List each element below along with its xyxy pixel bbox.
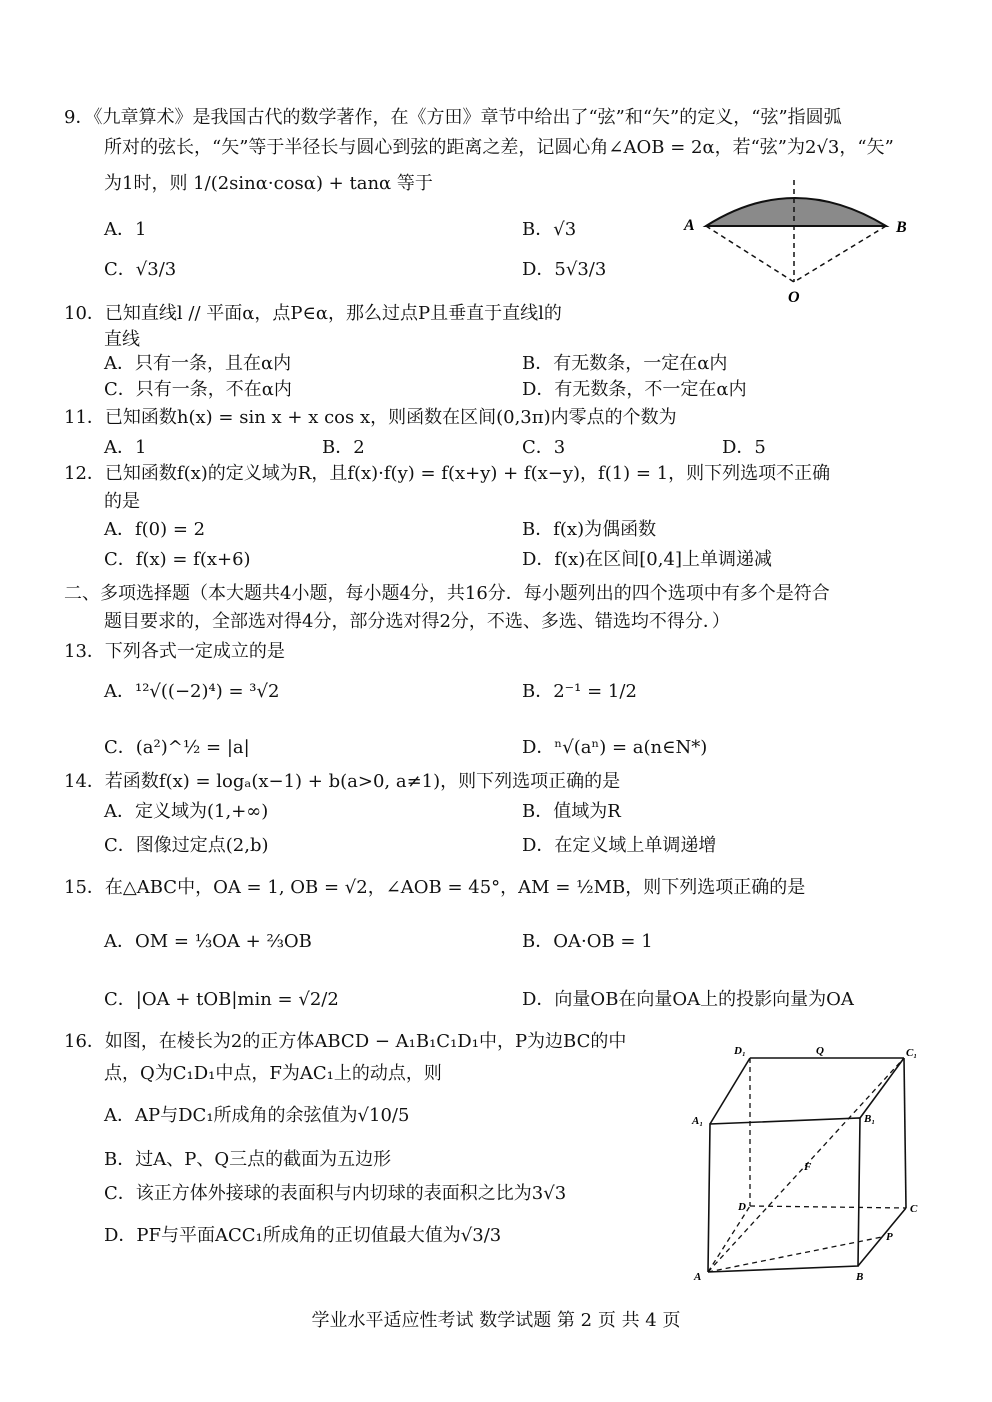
q11-line-1: 11．已知函数h(x) = sin x + x cos x，则函数在区间(0,3π)内零点的个数为 xyxy=(64,407,677,428)
q13-option-c: C．(a²)^½ = |a| xyxy=(104,737,250,758)
q12-option-a: A．f(0) = 2 xyxy=(104,519,206,540)
radius-oa xyxy=(706,226,794,282)
q16-line-1: 16．如图，在棱长为2的正方体ABCD − A₁B₁C₁D₁中，P为边BC的中 xyxy=(64,1031,627,1052)
label-d1: D₁ xyxy=(734,1045,746,1057)
label-p: P xyxy=(886,1231,893,1243)
edge-c1-c xyxy=(904,1058,906,1208)
q13-option-b: B．2⁻¹ = 1/2 xyxy=(522,681,637,702)
q15-option-d: D．向量OB在向量OA上的投影向量为OA xyxy=(522,989,854,1010)
q11-option-a: A．1 xyxy=(104,437,147,458)
label-c: C xyxy=(910,1203,918,1215)
q11-option-c: C．3 xyxy=(522,437,566,458)
label-c1: C₁ xyxy=(906,1047,918,1059)
q9-line-3: 为1时，则 1/(2sinα·cosα) + tanα 等于 xyxy=(104,173,433,194)
label-q: Q xyxy=(816,1045,824,1057)
q15-option-b: B．OA·OB = 1 xyxy=(522,931,653,952)
q14-line-1: 14．若函数f(x) = logₐ(x−1) + b(a>0, a≠1)，则下列选项正确的是 xyxy=(64,771,621,792)
label-b: B xyxy=(856,1271,864,1283)
q16-cube-figure xyxy=(688,1040,928,1286)
q11-option-b: B．2 xyxy=(322,437,365,458)
q14-option-b: B．值域为R xyxy=(522,801,621,822)
q10-line-2: 直线 xyxy=(104,329,140,350)
label-b1: B₁ xyxy=(864,1113,876,1125)
q13-option-a: A．¹²√((−2)⁴) = ³√2 xyxy=(104,681,280,702)
label-o: O xyxy=(788,289,800,306)
q14-option-a: A．定义域为(1,+∞) xyxy=(104,801,269,822)
q10-option-c: C．只有一条，不在α内 xyxy=(104,379,292,400)
q15-option-a: A．OM = ⅓OA + ⅔OB xyxy=(104,931,312,952)
q11-option-d: D．5 xyxy=(722,437,766,458)
q9-option-d: D．5√3/3 xyxy=(522,259,607,280)
edge-a-d-hidden xyxy=(708,1206,750,1272)
section2-line-2: 题目要求的，全部选对得4分，部分选对得2分，不选、多选、错选均不得分．） xyxy=(104,611,730,632)
edge-a1-d1 xyxy=(710,1058,750,1124)
q9-option-b: B．√3 xyxy=(522,219,577,240)
q16-line-2: 点，Q为C₁D₁中点，F为AC₁上的动点，则 xyxy=(104,1063,442,1084)
q12-line-2: 的是 xyxy=(104,491,140,512)
q10-line-1: 10．已知直线l // 平面α，点P∈α，那么过点P且垂直于直线l的 xyxy=(64,303,562,324)
q16-option-d: D．PF与平面ACC₁所成角的正切值最大值为√3/3 xyxy=(104,1225,502,1246)
page-footer: 学业水平适应性考试 数学试题 第 2 页 共 4 页 xyxy=(311,1310,681,1331)
q14-option-d: D．在定义域上单调递增 xyxy=(522,835,717,856)
q12-option-c: C．f(x) = f(x+6) xyxy=(104,549,251,570)
q16-option-c: C．该正方体外接球的表面积与内切球的表面积之比为3√3 xyxy=(104,1183,567,1204)
q9-line-1: 9．《九章算术》是我国古代的数学著作，在《方田》章节中给出了“弦”和“矢”的定义，“弦”指圆弧 xyxy=(64,107,842,128)
q15-option-c: C．|OA + tOB|min = √2/2 xyxy=(104,989,339,1010)
edge-c1-b1 xyxy=(860,1058,904,1118)
q13-option-d: D．ⁿ√(aⁿ) = a(n∈N*) xyxy=(522,737,708,758)
q10-option-d: D．有无数条，不一定在α内 xyxy=(522,379,747,400)
q15-line-1: 15．在△ABC中，OA = 1, OB = √2，∠AOB = 45°，AM = ½MB，则下列选项正确的是 xyxy=(64,877,806,898)
arc-segment-shape xyxy=(706,198,886,226)
edge-d-c-hidden xyxy=(750,1206,906,1208)
label-a: A xyxy=(694,1271,702,1283)
label-f: F xyxy=(804,1161,812,1173)
radius-ob xyxy=(794,226,886,282)
q9-option-a: A．1 xyxy=(104,219,147,240)
q10-option-b: B．有无数条，一定在α内 xyxy=(522,353,728,374)
q9-line-2: 所对的弦长，“矢”等于半径长与圆心到弦的距离之差，记圆心角∠AOB = 2α，若“弦”为2√3，“矢” xyxy=(104,137,894,158)
q10-option-a: A．只有一条，且在α内 xyxy=(104,353,292,374)
q16-option-b: B．过A、P、Q三点的截面为五边形 xyxy=(104,1149,392,1170)
q13-line-1: 13．下列各式一定成立的是 xyxy=(64,641,285,662)
label-a: A xyxy=(684,217,695,234)
q9-arc-figure xyxy=(676,180,916,310)
edge-c-b xyxy=(858,1208,906,1266)
q12-option-d: D．f(x)在区间[0,4]上单调递减 xyxy=(522,549,772,570)
cube-front-face xyxy=(708,1118,860,1272)
q9-option-c: C．√3/3 xyxy=(104,259,177,280)
label-a1: A₁ xyxy=(692,1115,704,1127)
section2-line-1: 二、多项选择题（本大题共4小题，每小题4分，共16分．每小题列出的四个选项中有多个是符合 xyxy=(64,583,830,604)
q16-option-a: A．AP与DC₁所成角的余弦值为√10/5 xyxy=(104,1105,410,1126)
label-d: D xyxy=(738,1201,746,1213)
q12-line-1: 12．已知函数f(x)的定义域为R，且f(x)·f(y) = f(x+y) + f(x−y)，f(1) = 1，则下列选项不正确 xyxy=(64,463,831,484)
label-b: B xyxy=(896,219,907,236)
q12-option-b: B．f(x)为偶函数 xyxy=(522,519,657,540)
q14-option-c: C．图像过定点(2,b) xyxy=(104,835,269,856)
